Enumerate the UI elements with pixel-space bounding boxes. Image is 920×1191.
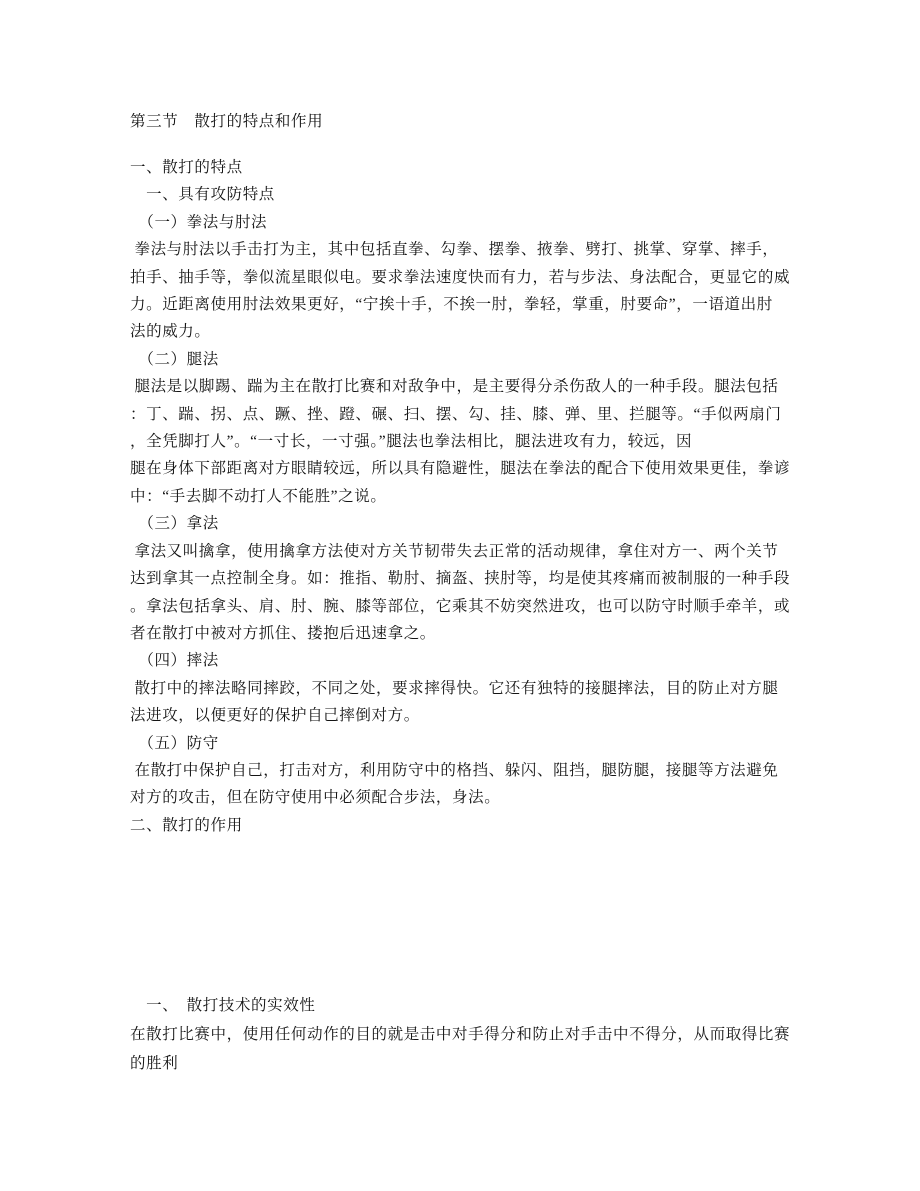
text-line: 散打中的摔法略同摔跤，不同之处，要求摔得快。它还有独特的接腿摔法，目的防止对方腿 <box>130 679 779 697</box>
text-line: 法进攻，以便更好的保护自己摔倒对方。 <box>130 707 420 725</box>
text-line: 一、 散打技术的实效性 <box>130 997 316 1015</box>
text-line: （一）拳法与肘法 <box>130 213 268 231</box>
text-line: （二）腿法 <box>130 350 219 368</box>
text-line: 腿在身体下部距离对方眼睛较远，所以具有隐避性，腿法在拳法的配合下使用效果更佳，拳谚 <box>130 460 791 478</box>
text-line: ：丁、踹、拐、点、蹶、挫、蹬、碾、扫、摆、勾、挂、膝、弹、里、拦腿等。“手似两扇门 <box>130 405 782 423</box>
text-line: 对方的攻击，但在防守使用中必须配合步法，身法。 <box>130 789 501 807</box>
page-title: 第三节 散打的特点和作用 <box>130 113 324 130</box>
text-line: 二、散打的作用 <box>130 816 243 834</box>
text-line: 的胜利 <box>130 1055 179 1073</box>
section-effectiveness <box>130 991 810 1078</box>
text-line: 在散打比赛中，使用任何动作的目的就是击中对手得分和防止对手击中不得分，从而取得比赛 <box>130 1026 791 1044</box>
text-line: （五）防守 <box>130 734 219 752</box>
text-line: 拿法又叫擒拿，使用擒拿方法使对方关节韧带失去正常的活动规律，拿住对方一、两个关节 <box>130 542 779 560</box>
text-line: 拳法与肘法以手击打为主，其中包括直拳、勾拳、摆拳、掖拳、劈打、挑掌、穿掌、摔手， <box>130 241 779 259</box>
text-line: 法的威力。 <box>130 323 211 341</box>
text-line: （四）摔法 <box>130 652 219 670</box>
section-gap <box>130 839 810 991</box>
text-line: 。拿法包括拿头、肩、肘、腕、膝等部位，它乘其不妨突然进攻，也可以防守时顺手牵羊，或 <box>130 597 791 615</box>
text-line: 者在散打中被对方抓住、搂抱后迅速拿之。 <box>130 624 436 642</box>
text-line: 一、具有攻防特点 <box>130 186 275 204</box>
section-characteristics <box>130 154 810 839</box>
text-line: 中：“手去脚不动打人不能胜”之说。 <box>130 487 387 505</box>
text-line: 力。近距离使用肘法效果更好，“宁挨十手，不挨一肘，拳轻，掌重，肘要命”，一语道出肘 <box>130 296 773 314</box>
text-line: 达到拿其一点控制全身。如：推指、勒肘、摘盔、挟肘等，均是使其疼痛而被制服的一种手段 <box>130 570 791 588</box>
text-line: 在散打中保护自己，打击对方，利用防守中的格挡、躲闪、阻挡，腿防腿，接腿等方法避免 <box>130 761 779 779</box>
text-line: ，全凭脚打人”。“一寸长，一寸强。”腿法也拳法相比，腿法进攻有力，较远，因 <box>130 433 693 451</box>
text-line: 腿法是以脚踢、踹为主在散打比赛和对敌争中，是主要得分杀伤敌人的一种手段。腿法包括 <box>130 378 779 396</box>
text-line: （三）拿法 <box>130 515 219 533</box>
text-line: 一、散打的特点 <box>130 159 243 176</box>
text-line: 拍手、抽手等，拳似流星眼似电。要求拳法速度快而有力，若与步法、身法配合，更显它的威 <box>130 268 791 286</box>
